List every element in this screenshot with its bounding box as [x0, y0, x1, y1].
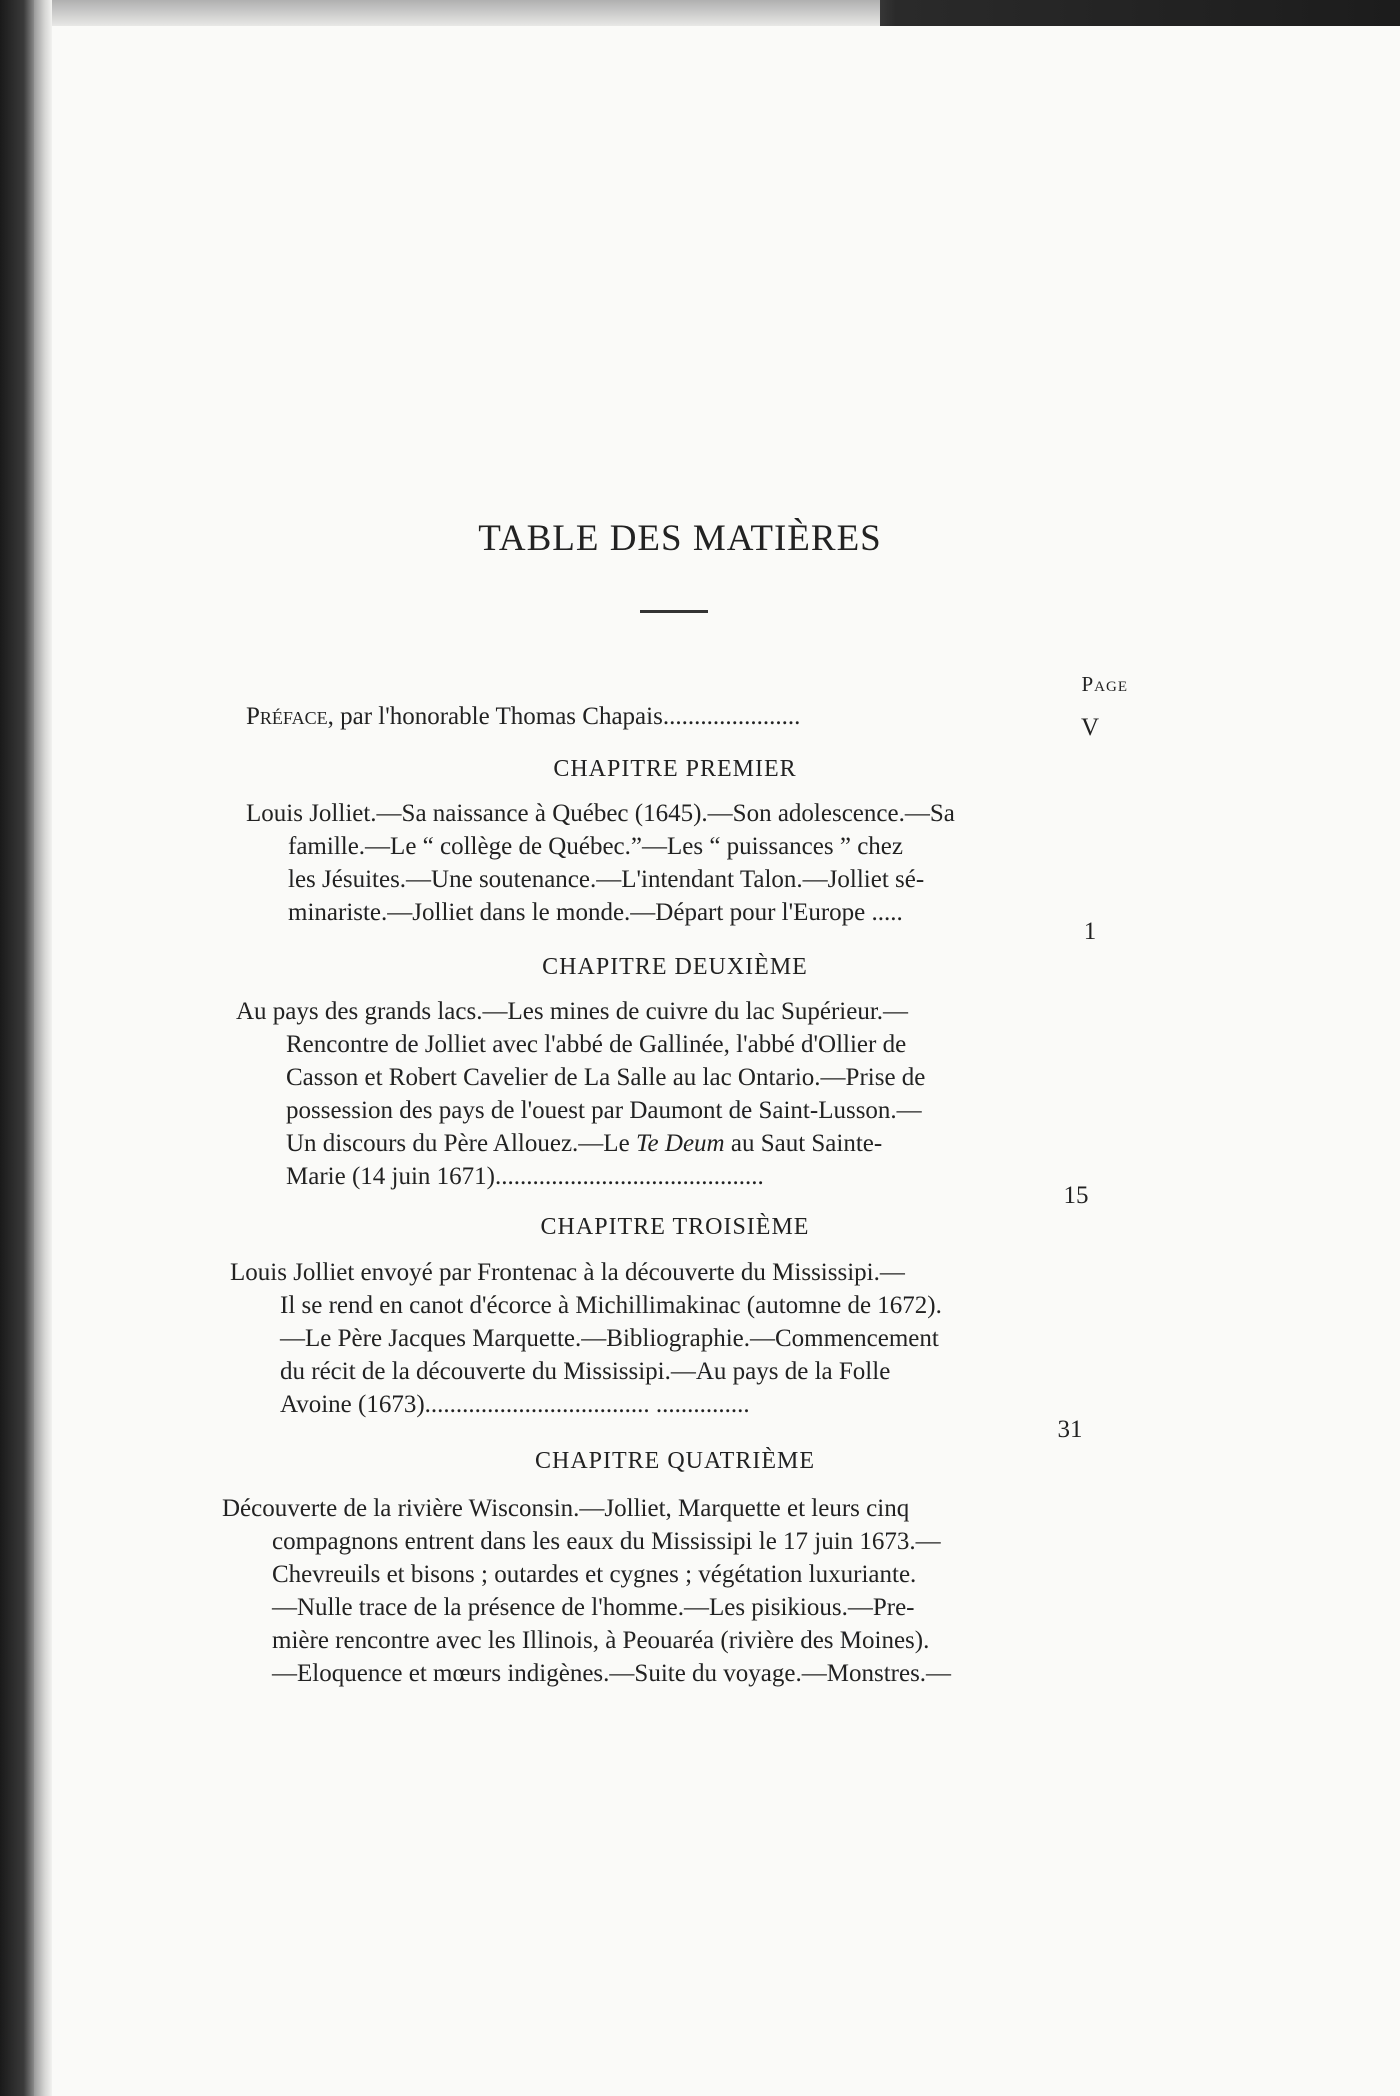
preface-label: Préface [246, 703, 328, 730]
chapter-2-line: Au pays des grands lacs.—Les mines de cuivre du lac Supérieur.— [236, 998, 909, 1025]
scan-top-page-edge [40, 0, 880, 26]
chapter-3-line: Avoine (1673).................................... ............... [280, 1391, 750, 1418]
chapter-1-line: famille.—Le “ collège de Québec.”—Les “ puissances ” chez [288, 833, 903, 860]
page-column-label: Page [1081, 672, 1128, 696]
chapter-3-heading: CHAPITRE TROISIÈME [540, 1214, 810, 1240]
chapter-3-line: Il se rend en canot d'écorce à Michillimakinac (automne de 1672). [280, 1292, 942, 1319]
preface-text: , par l'honorable Thomas Chapais [327, 703, 663, 730]
chapter-2-line-5 [286, 1127, 882, 1160]
chapter-1-line: les Jésuites.—Une soutenance.—L'intendant Talon.—Jolliet sé- [288, 866, 925, 893]
chapter-2-line: possession des pays de l'ouest par Daumont de Saint-Lusson.— [286, 1097, 922, 1124]
chapter-1-line: minariste.—Jolliet dans le monde.—Départ pour l'Europe ..... [288, 899, 903, 926]
chapter-2-line: Marie (14 juin 1671)........................................... [286, 1163, 764, 1190]
chapter-4-line: compagnons entrent dans les eaux du Mississipi le 17 juin 1673.— [272, 1528, 941, 1555]
chapter-2-line: Rencontre de Jolliet avec l'abbé de Gallinée, l'abbé d'Ollier de [286, 1031, 907, 1058]
preface-entry [246, 700, 800, 733]
preface-dots: ...................... [662, 703, 801, 730]
chapter-4-line: Découverte de la rivière Wisconsin.—Jolliet, Marquette et leurs cinq [222, 1495, 910, 1522]
chapter-4-line: mière rencontre avec les Illinois, à Peouaréa (rivière des Moines). [272, 1627, 930, 1654]
chapter-2-heading: CHAPITRE DEUXIÈME [542, 954, 808, 980]
page-title: TABLE DES MATIÈRES [478, 518, 882, 559]
chapter-1-line: Louis Jolliet.—Sa naissance à Québec (1645).—Son adolescence.—Sa [246, 800, 955, 827]
scan-left-binding-shadow [0, 0, 34, 2096]
preface-page-number: V [1080, 714, 1100, 741]
scan-left-page-edge [34, 0, 52, 2096]
chapter-4-line: —Nulle trace de la présence de l'homme.—Les pisikious.—Pre- [272, 1594, 915, 1621]
chapter-4-line: —Eloquence et mœurs indigènes.—Suite du voyage.—Monstres.— [272, 1660, 952, 1687]
chapter-3-line: Louis Jolliet envoyé par Frontenac à la découverte du Mississipi.— [230, 1259, 905, 1286]
chapter-4-line: Chevreuils et bisons ; outardes et cygnes ; végétation luxuriante. [272, 1561, 917, 1588]
chapter-2-line: Casson et Robert Cavelier de La Salle au lac Ontario.—Prise de [286, 1064, 926, 1091]
chapter-1-heading: CHAPITRE PREMIER [553, 756, 797, 782]
chapter-3-page-number: 31 [1057, 1416, 1083, 1443]
chapter-2-page-number: 15 [1063, 1182, 1089, 1209]
title-rule [640, 610, 708, 613]
chapter-2-line-5-start: Un discours du Père Allouez.—Le [286, 1130, 636, 1157]
chapter-1-page-number: 1 [1083, 918, 1097, 945]
page-title-wrapper [0, 517, 1400, 560]
chapter-4-heading: CHAPITRE QUATRIÈME [535, 1448, 815, 1474]
chapter-2-italic-te-deum: Te Deum [635, 1130, 725, 1157]
chapter-3-line: —Le Père Jacques Marquette.—Bibliographie.—Commencement [280, 1325, 939, 1352]
chapter-2-line-5-end: au Saut Sainte- [724, 1130, 883, 1157]
chapter-3-line: du récit de la découverte du Mississipi.—Au pays de la Folle [280, 1358, 891, 1385]
